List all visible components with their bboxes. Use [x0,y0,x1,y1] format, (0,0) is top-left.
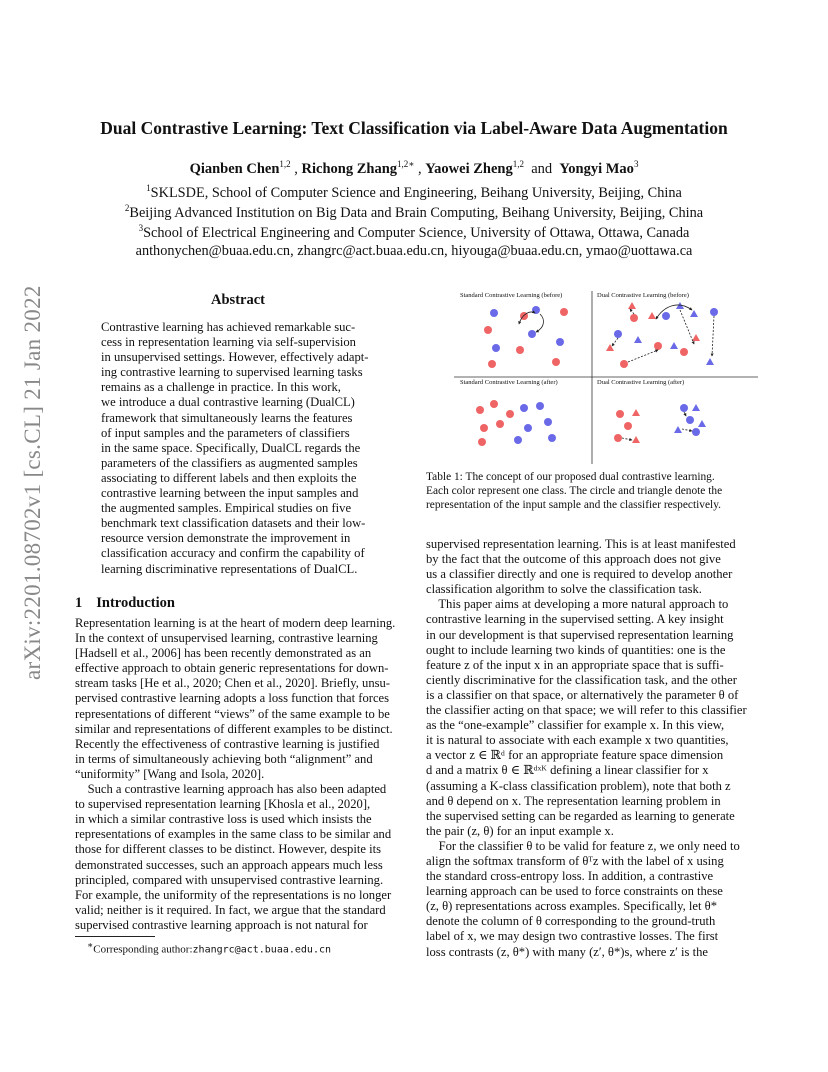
caption-line: Each color represent one class. The circle and triangle denote the [426,485,723,498]
abstract-line: we introduce a dual contrastive learning (DualCL) [101,395,355,410]
body-line: d and a matrix θ ∈ ℝᵈˣᴷ defining a linear classifier for x [426,763,709,778]
class-a-sample [520,404,528,412]
abstract-line: associating to different labels and then exploits the [101,470,357,485]
abstract-line: contrastive learning between the input samples and [101,486,359,501]
author-list [0,159,828,178]
class-a-classifier [698,420,706,427]
class-b-sample [680,348,688,356]
body-line: in our development is that supervised representation learning [426,627,734,642]
class-a-classifier [674,426,682,433]
dual-arrow [628,350,658,362]
body-line: us a classifier directly and one is required to develop another [426,567,733,582]
body-line: label of x, we may design two contrastive losses. The first [426,929,719,944]
body-line: representations of examples in the same class to be similar and [75,827,392,842]
affiliation-line [0,183,828,202]
class-b-classifier [632,436,640,443]
body-line: a vector z ∈ ℝᵈ for an appropriate feature space dimension [426,748,724,763]
panel-label: Standard Contrastive Learning (before) [460,292,563,299]
abstract-line: the augmented samples. Empirical studies on five [101,501,352,516]
body-line: ought to include learning two kinds of quantities: one is the [426,642,726,657]
author-affiliation-mark: 3 [633,159,639,169]
abstract-line: learning discriminative representations of DualCL. [101,561,358,576]
right-column-body [426,537,756,960]
abstract-line: resource version demonstrate the improvement in [101,531,351,546]
author-separator: , [418,160,422,177]
affiliation-mark: 2 [124,203,130,213]
class-a-sample [662,312,670,320]
body-line: For example, the uniformity of the representations is no longer [75,887,392,902]
class-b-sample [630,314,638,322]
author-affiliation-mark: 1,2∗ [397,159,415,169]
abstract-line: parameters of the classifiers as augmented samples [101,455,358,470]
introduction-body [75,616,403,933]
class-a-sample [556,338,564,346]
body-line: denote the column of θ corresponding to the ground-truth [426,914,716,929]
body-line: supervised representation learning. This is at least manifested [426,537,736,551]
abstract-line: in the same space. Specifically, DualCL regards the [101,440,361,455]
body-line: (assuming a K-class classification problem), note that both z [426,778,731,793]
body-line: demonstrated successes, such an approach appears much less [75,857,383,872]
class-a-sample [548,434,556,442]
section-heading-introduction [75,595,175,612]
dual-arrow [630,309,634,314]
panel-label: Standard Contrastive Learning (after) [460,379,558,386]
abstract-line: in unsupervised settings. However, effectively adapt- [101,350,369,365]
class-a-classifier [692,404,700,411]
abstract-line: framework that simultaneously learns the features [101,410,353,425]
class-b-sample [476,406,484,414]
class-a-sample [710,308,718,316]
body-line: effective approach to obtain generic representations for down- [75,661,389,676]
class-b-sample [490,400,498,408]
dual-arrow [682,429,692,431]
affiliation-line [0,203,828,222]
abstract-heading: Abstract [211,292,265,308]
footnote [87,940,331,956]
author-name: Yaowei Zheng [425,160,513,177]
class-b-classifier [692,334,700,341]
author-affiliation-mark: 1,2 [279,159,291,169]
abstract-body [101,320,377,577]
class-a-sample [524,424,532,432]
body-line: Such a contrastive learning approach has also been adapted [75,782,387,797]
class-b-sample [614,434,622,442]
class-a-sample [544,418,552,426]
class-a-sample [490,309,498,317]
abstract-line: benchmark text classification datasets and their low- [101,516,366,531]
body-line: is a classifier on that space, or alternatively the parameter θ of [426,687,739,702]
class-b-sample [516,346,524,354]
body-line: classification algorithm to solve the classification task. [426,582,702,597]
concept-figure [452,286,762,466]
class-a-sample [692,428,700,436]
dual-arrow [622,438,632,440]
class-b-classifier [648,312,656,319]
body-line: principled, compared with unsupervised contrastive learning. [75,872,384,887]
panel-dual-after-points [614,404,706,443]
body-line: by the fact that the outcome of this approach does not give [426,552,721,567]
class-b-sample [480,424,488,432]
footnote-email: zhangrc@act.buaa.edu.cn [192,944,332,956]
class-b-sample [478,438,486,446]
body-line: those for different classes to be distinct. However, despite its [75,842,381,857]
class-b-sample [506,410,514,418]
caption-line: Table 1: The concept of our proposed dual contrastive learning. [426,471,715,483]
author-affiliation-mark: 1,2 [512,159,524,169]
class-a-sample [514,436,522,444]
body-line: Recently the effectiveness of contrastive learning is justified [75,736,380,751]
body-line: In the context of unsupervised learning, contrastive learning [75,631,378,646]
class-b-sample [496,420,504,428]
body-line: contrastive learning in the supervised setting. A key insight [426,612,724,627]
class-b-sample [552,358,560,366]
panel-standard-before-points [484,306,568,368]
abstract-line: Contrastive learning has achieved remarkable suc- [101,320,356,334]
body-line: pervised contrastive learning adopts a loss function that forces [75,691,390,706]
body-line: and θ depend on x. The representation learning problem in [426,793,721,808]
affiliation-mark: 1 [146,183,151,193]
body-line: the classifier acting on that space; we will refer to this classifier [426,703,747,718]
author-and: and [531,160,553,177]
class-a-sample [614,330,622,338]
panel-label: Dual Contrastive Learning (after) [597,379,685,386]
body-line: it is natural to associate with each example x two quantities, [426,733,729,748]
body-line: in terms of simultaneously achieving both “alignment” and [75,751,373,766]
body-line: [Hadsell et al., 2006] has been recently demonstrated as an [75,646,372,661]
class-a-sample [528,330,536,338]
body-line: feature z of the input x in an appropriate space that is suffi- [426,657,724,672]
affiliation-text: School of Electrical Engineering and Computer Science, University of Ottawa, Ottawa, Canada [143,224,690,241]
abstract-line: of input samples and the parameters of classifiers [101,425,350,440]
body-line: ciently discriminative for the classification task, and the other [426,672,737,687]
body-line: the supervised setting can be regarded as learning to generate [426,808,735,823]
body-line: This paper aims at developing a more natural approach to [426,597,729,612]
class-a-sample [686,416,694,424]
section-number: 1 [75,595,83,611]
class-b-classifier [628,302,636,309]
abstract-line: ing contrastive learning to supervised learning tasks [101,365,363,380]
body-line: valid; neither is it required. In fact, we argue that the standard [75,902,386,917]
affiliation-text: Beijing Advanced Institution on Big Data and Brain Computing, Beihang University, Beijing, China [129,204,704,221]
affiliation-mark: 3 [138,223,144,233]
class-b-sample [654,342,662,350]
class-a-classifier [706,358,714,365]
caption-line: representation of the input sample and the classifier respectively. [426,499,721,512]
panel-label: Dual Contrastive Learning (before) [597,292,689,299]
body-line: loss contrasts (z, θ*) with many (z′, θ*)s, where z′ is the [426,944,708,959]
abstract-line: remains as a challenge in practice. In this work, [101,380,341,395]
arxiv-id-text: arXiv:2201.08702v1 [cs.CL] 21 Jan 2022 [20,285,45,680]
class-a-classifier [634,336,642,343]
paper-title: Dual Contrastive Learning: Text Classification via Label-Aware Data Augmentation [100,118,728,138]
figure-svg [452,286,762,466]
affiliation-line [0,223,828,242]
body-line: similar and representations of different examples to be distinct. [75,721,393,736]
abstract-line: classification accuracy and confirm the capability of [101,546,365,561]
class-a-sample [492,344,500,352]
attract-arrow [536,314,543,332]
class-b-sample [488,360,496,368]
body-line: the pair (z, θ) for an input example x. [426,823,614,838]
body-line: supervised contrastive learning approach is not natural for [75,917,368,932]
class-a-sample [536,402,544,410]
footnote-mark: ∗ [87,940,94,950]
dual-arrow [712,316,714,356]
figure-caption [426,470,756,513]
body-line: stream tasks [He et al., 2020; Chen et al., 2020]. Briefly, unsu- [75,676,391,691]
class-b-classifier [632,409,640,416]
dual-arrow [684,412,686,416]
body-line: representations of different “views” of the same example to be [75,706,390,721]
author-name: Qianben Chen [189,160,280,177]
body-line: learning approach can be used to force constraints on these [426,884,723,899]
author-separator: , [294,160,298,177]
class-b-sample [624,422,632,430]
body-line: as the “one-example” classifier for example x. In this view, [426,718,725,733]
class-a-classifier [670,342,678,349]
class-a-sample [680,404,688,412]
class-a-classifier [690,310,698,317]
class-b-sample [560,308,568,316]
dual-arrow [656,305,692,319]
abstract-line: cess in representation learning via self-supervision [101,335,356,350]
panel-dual-before-points [606,302,718,368]
author-name: Yongyi Mao [559,160,634,177]
footnote-rule [75,936,155,937]
body-line: (z, θ) representations across examples. Specifically, let θ* [426,899,718,914]
body-line: the standard cross-entropy loss. In addition, a contrastive [426,869,714,884]
section-title: Introduction [96,595,175,611]
author-emails: anthonychen@buaa.edu.cn, zhangrc@act.buaa.edu.cn, hiyouga@buaa.edu.cn, ymao@uottawa.ca [135,243,693,259]
dual-arrow [612,338,618,346]
author-name: Richong Zhang [301,160,398,177]
class-b-sample [620,360,628,368]
class-a-sample [532,306,540,314]
affiliation-text: SKLSDE, School of Computer Science and Engineering, Beihang University, Beijing, China [150,184,682,201]
body-line: to supervised representation learning [Khosla et al., 2020], [75,797,371,812]
body-line: Representation learning is at the heart of modern deep learning. [75,616,396,630]
body-line: in which a similar contrastive loss is used which insists the [75,812,372,827]
class-b-sample [616,410,624,418]
body-line: For the classifier θ to be valid for feature z, we only need to [426,838,740,853]
body-line: “uniformity” [Wang and Isola, 2020]. [75,766,265,781]
class-b-sample [484,326,492,334]
body-line: align the softmax transform of θᵀz with the label of x using [426,853,724,868]
panel-standard-after-points [476,400,556,446]
footnote-label: Corresponding author: [93,943,193,956]
